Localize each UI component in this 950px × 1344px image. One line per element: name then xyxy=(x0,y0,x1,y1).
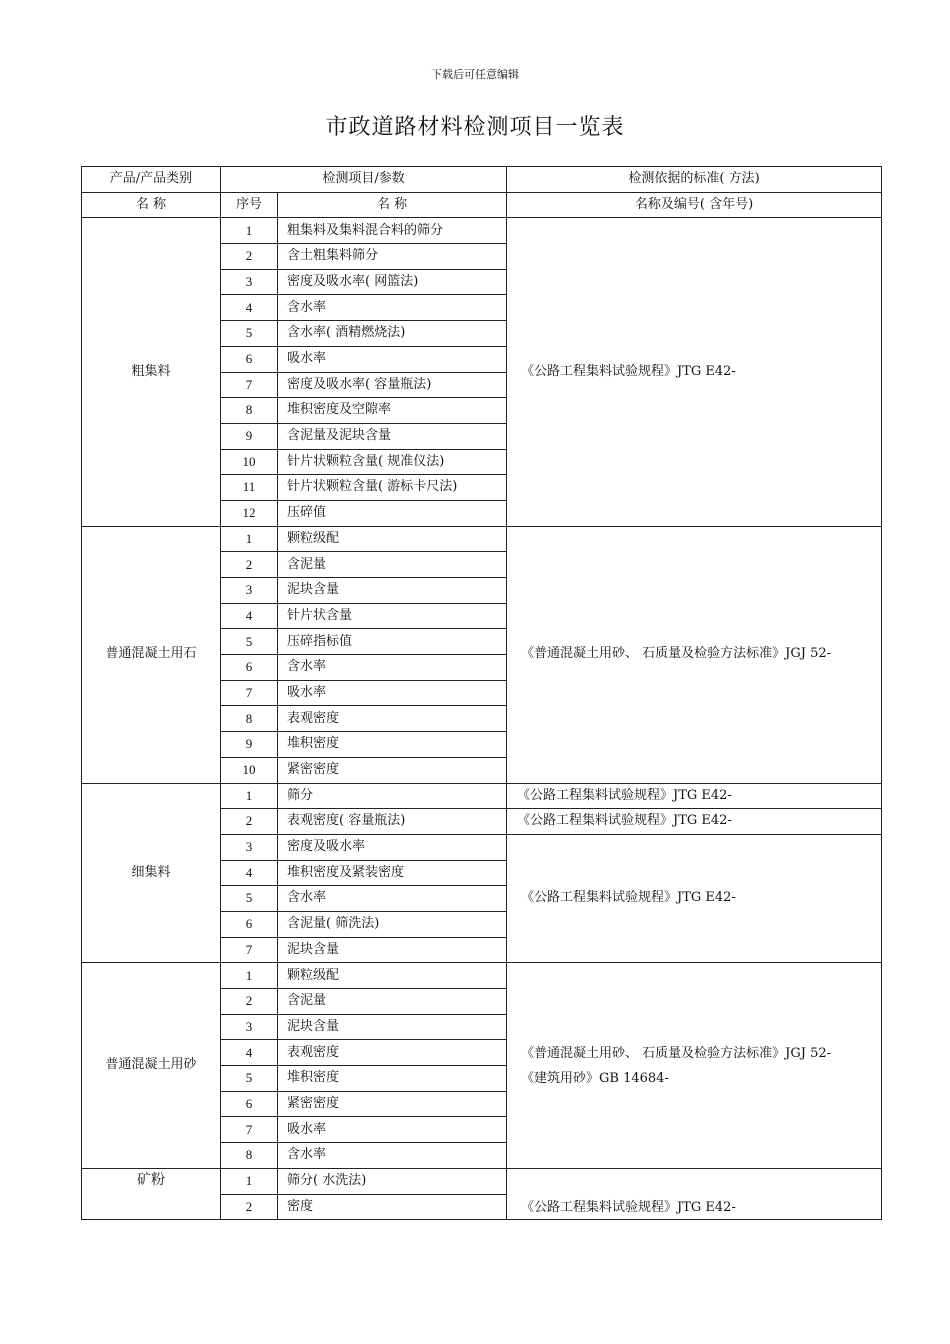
item-number: 1 xyxy=(221,526,278,552)
item-number: 2 xyxy=(221,809,278,835)
item-number: 5 xyxy=(221,1066,278,1092)
item-number: 1 xyxy=(221,963,278,989)
item-number: 9 xyxy=(221,423,278,449)
item-name: 紧密密度 xyxy=(278,757,507,783)
item-number: 6 xyxy=(221,911,278,937)
item-number: 3 xyxy=(221,1014,278,1040)
item-name: 压碎指标值 xyxy=(278,629,507,655)
item-number: 7 xyxy=(221,1117,278,1143)
item-name: 筛分 xyxy=(278,783,507,809)
item-name: 吸水率 xyxy=(278,1117,507,1143)
item-number: 4 xyxy=(221,603,278,629)
item-number: 6 xyxy=(221,655,278,681)
standard-cell: 《公路工程集料试验规程》JTG E42- xyxy=(507,834,882,962)
category-cell: 矿粉 xyxy=(82,1168,221,1219)
item-number: 7 xyxy=(221,680,278,706)
category-cell: 粗集料 xyxy=(82,218,221,526)
item-number: 2 xyxy=(221,1194,278,1220)
item-number: 8 xyxy=(221,398,278,424)
item-name: 堆积密度 xyxy=(278,1066,507,1092)
item-name: 泥块含量 xyxy=(278,1014,507,1040)
item-name: 压碎值 xyxy=(278,500,507,526)
item-number: 1 xyxy=(221,1168,278,1194)
item-number: 12 xyxy=(221,500,278,526)
table-row xyxy=(82,218,882,244)
standard-text: 《普通混凝土用砂、 石质量及检验方法标准》JGJ 52- xyxy=(521,646,832,662)
item-name: 表观密度 xyxy=(278,1040,507,1066)
standard-line: 《建筑用砂》GB 14684- xyxy=(521,1070,669,1086)
item-number: 4 xyxy=(221,295,278,321)
header-items-group: 检测项目/参数 xyxy=(221,167,507,193)
item-number: 10 xyxy=(221,449,278,475)
item-name: 含泥量 xyxy=(278,989,507,1015)
table-row xyxy=(82,963,882,989)
item-number: 11 xyxy=(221,475,278,501)
header-standard-line2: 名称及编号( 含年号) xyxy=(507,192,882,218)
item-name: 含泥量 xyxy=(278,552,507,578)
table-header-row-1 xyxy=(82,167,882,193)
item-name: 吸水率 xyxy=(278,346,507,372)
item-number: 3 xyxy=(221,578,278,604)
item-name: 堆积密度及空隙率 xyxy=(278,398,507,424)
document-title: 市政道路材料检测项目一览表 xyxy=(325,115,625,140)
item-number: 2 xyxy=(221,244,278,270)
item-number: 3 xyxy=(221,269,278,295)
header-seq: 序号 xyxy=(221,192,278,218)
item-name: 粗集料及集料混合料的筛分 xyxy=(278,218,507,244)
item-name: 泥块含量 xyxy=(278,937,507,963)
header-category-line2: 名 称 xyxy=(82,192,221,218)
item-name: 密度及吸水率( 容量瓶法) xyxy=(278,372,507,398)
item-name: 颗粒级配 xyxy=(278,963,507,989)
standard-line: 《普通混凝土用砂、 石质量及检验方法标准》JGJ 52- xyxy=(521,1045,832,1061)
standard-cell xyxy=(507,1168,882,1219)
item-name: 含土粗集料筛分 xyxy=(278,244,507,270)
item-number: 5 xyxy=(221,886,278,912)
standard-text: 《公路工程集料试验规程》JTG E42- xyxy=(521,363,736,379)
item-name: 针片状含量 xyxy=(278,603,507,629)
item-number: 3 xyxy=(221,834,278,860)
item-number: 7 xyxy=(221,372,278,398)
item-number: 1 xyxy=(221,783,278,809)
category-cell: 细集料 xyxy=(82,783,221,963)
item-number: 5 xyxy=(221,629,278,655)
item-number: 5 xyxy=(221,321,278,347)
item-name: 吸水率 xyxy=(278,680,507,706)
item-name: 密度及吸水率 xyxy=(278,834,507,860)
item-number: 6 xyxy=(221,1091,278,1117)
item-name: 含泥量及泥块含量 xyxy=(278,423,507,449)
header-note: 下载后可任意编辑 xyxy=(431,68,519,81)
header-category-line1: 产品/产品类别 xyxy=(82,167,221,193)
item-name: 紧密密度 xyxy=(278,1091,507,1117)
header-name: 名 称 xyxy=(278,192,507,218)
standard-cell: 《公路工程集料试验规程》JTG E42- xyxy=(507,783,882,809)
inspection-items-table xyxy=(81,166,882,1220)
item-number: 2 xyxy=(221,552,278,578)
table-row xyxy=(82,783,882,809)
item-number: 4 xyxy=(221,1040,278,1066)
item-name: 堆积密度 xyxy=(278,732,507,758)
item-name: 含泥量( 筛洗法) xyxy=(278,911,507,937)
table-row xyxy=(82,526,882,552)
item-name: 密度 xyxy=(278,1194,507,1220)
standard-cell: 《公路工程集料试验规程》JTG E42- xyxy=(507,809,882,835)
item-name: 表观密度( 容量瓶法) xyxy=(278,809,507,835)
category-cell: 普通混凝土用砂 xyxy=(82,963,221,1169)
item-name: 针片状颗粒含量( 规准仪法) xyxy=(278,449,507,475)
header-standard-line1: 检测依据的标准( 方法) xyxy=(507,167,882,193)
item-name: 堆积密度及紧装密度 xyxy=(278,860,507,886)
standard-cell xyxy=(507,963,882,1169)
item-name: 含水率 xyxy=(278,295,507,321)
item-number: 2 xyxy=(221,989,278,1015)
item-number: 8 xyxy=(221,1143,278,1169)
item-number: 8 xyxy=(221,706,278,732)
item-number: 9 xyxy=(221,732,278,758)
item-name: 含水率 xyxy=(278,655,507,681)
item-number: 10 xyxy=(221,757,278,783)
item-name: 含水率 xyxy=(278,1143,507,1169)
standard-cell xyxy=(507,218,882,526)
category-cell: 普通混凝土用石 xyxy=(82,526,221,783)
item-number: 6 xyxy=(221,346,278,372)
item-name: 泥块含量 xyxy=(278,578,507,604)
standard-text: 《公路工程集料试验规程》JTG E42- xyxy=(521,1199,736,1215)
item-number: 4 xyxy=(221,860,278,886)
item-name: 含水率 xyxy=(278,886,507,912)
item-name: 颗粒级配 xyxy=(278,526,507,552)
item-name: 表观密度 xyxy=(278,706,507,732)
table-row xyxy=(82,1168,882,1194)
item-number: 7 xyxy=(221,937,278,963)
item-name: 针片状颗粒含量( 游标卡尺法) xyxy=(278,475,507,501)
item-name: 密度及吸水率( 网篮法) xyxy=(278,269,507,295)
item-name: 含水率( 酒精燃烧法) xyxy=(278,321,507,347)
item-number: 1 xyxy=(221,218,278,244)
table-header-row-2 xyxy=(82,192,882,218)
standard-cell xyxy=(507,526,882,783)
item-name: 筛分( 水洗法) xyxy=(278,1168,507,1194)
